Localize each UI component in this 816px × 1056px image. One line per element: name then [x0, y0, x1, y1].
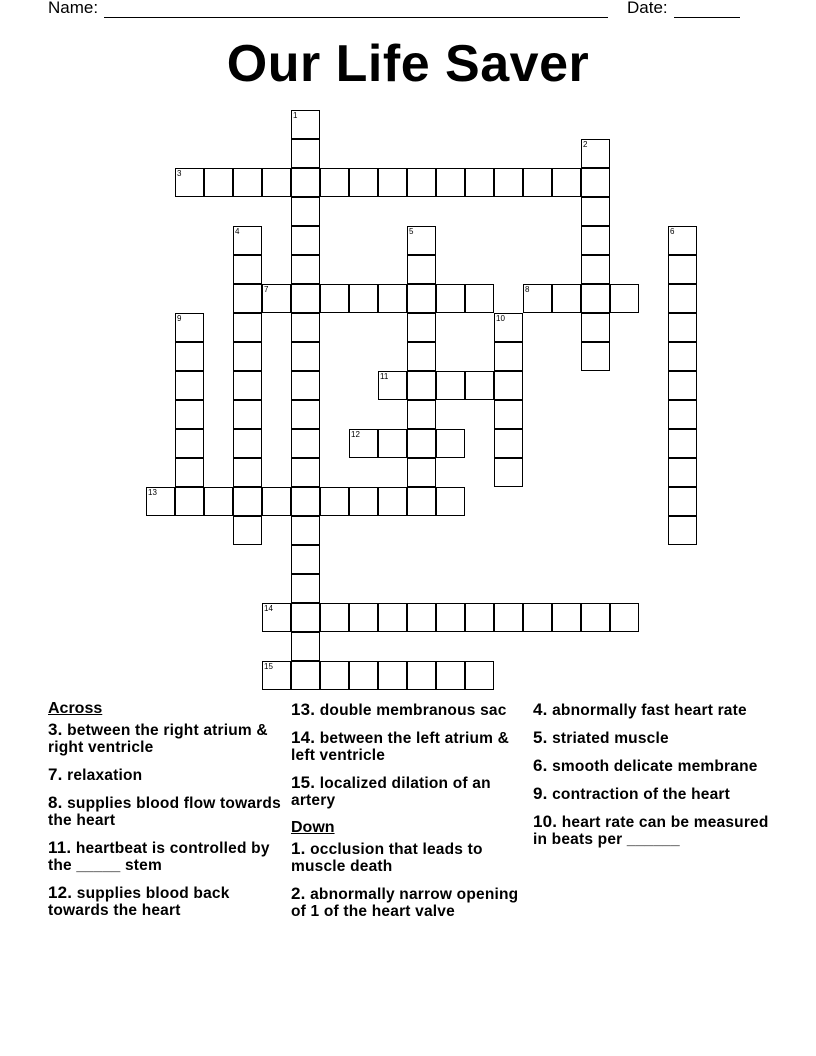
grid-cell[interactable] — [581, 603, 610, 632]
grid-cell[interactable] — [349, 168, 378, 197]
grid-cell[interactable] — [175, 342, 204, 371]
grid-cell[interactable] — [175, 400, 204, 429]
grid-cell[interactable] — [146, 487, 175, 516]
grid-cell[interactable] — [233, 487, 262, 516]
grid-cell[interactable] — [262, 603, 291, 632]
grid-cell[interactable] — [465, 284, 494, 313]
grid-cell[interactable] — [175, 313, 204, 342]
clue-number: 4 — [235, 227, 240, 236]
grid-cell[interactable] — [291, 632, 320, 661]
grid-cell[interactable] — [349, 661, 378, 690]
clue-number: 10 — [496, 314, 505, 323]
clues-column-1 — [48, 700, 288, 929]
clue-across-7: 7. relaxation — [48, 765, 143, 784]
grid-cell[interactable] — [668, 487, 697, 516]
grid-cell[interactable] — [175, 429, 204, 458]
grid-cell[interactable] — [378, 661, 407, 690]
grid-cell[interactable] — [436, 661, 465, 690]
grid-cell[interactable] — [320, 603, 349, 632]
grid-cell[interactable] — [552, 284, 581, 313]
clue-number: 2 — [583, 140, 588, 149]
grid-cell[interactable] — [407, 342, 436, 371]
grid-cell[interactable] — [581, 284, 610, 313]
grid-cell[interactable] — [378, 429, 407, 458]
grid-cell[interactable] — [668, 429, 697, 458]
grid-cell[interactable] — [291, 603, 320, 632]
grid-cell[interactable] — [262, 661, 291, 690]
clue-number: 9 — [177, 314, 182, 323]
grid-cell[interactable] — [320, 487, 349, 516]
grid-cell[interactable] — [552, 603, 581, 632]
grid-cell[interactable] — [233, 168, 262, 197]
grid-cell[interactable] — [465, 168, 494, 197]
date-label: Date: — [627, 0, 668, 17]
clue-down-1: 1. occlusion that leads to muscle death — [291, 839, 483, 875]
grid-cell[interactable] — [233, 226, 262, 255]
grid-cell[interactable] — [291, 400, 320, 429]
grid-cell[interactable] — [436, 487, 465, 516]
grid-cell[interactable] — [668, 371, 697, 400]
clue-across-11: 11. heartbeat is controlled by the _____ stem — [48, 838, 270, 874]
grid-cell[interactable] — [494, 429, 523, 458]
clue-across-3: 3. between the right atrium & right ventricle — [48, 720, 268, 756]
grid-cell[interactable] — [320, 661, 349, 690]
grid-cell[interactable] — [233, 400, 262, 429]
clue-down-9: 9. contraction of the heart — [533, 784, 730, 803]
grid-cell[interactable] — [494, 168, 523, 197]
grid-cell[interactable] — [291, 255, 320, 284]
grid-cell[interactable] — [291, 197, 320, 226]
grid-cell[interactable] — [523, 603, 552, 632]
grid-cell[interactable] — [494, 313, 523, 342]
grid-cell[interactable] — [668, 255, 697, 284]
clue-number: 7 — [264, 285, 269, 294]
grid-cell[interactable] — [262, 284, 291, 313]
grid-cell[interactable] — [668, 313, 697, 342]
grid-cell[interactable] — [378, 284, 407, 313]
grid-cell[interactable] — [407, 400, 436, 429]
grid-cell[interactable] — [668, 400, 697, 429]
name-label: Name: — [48, 0, 99, 17]
grid-cell[interactable] — [291, 139, 320, 168]
grid-cell[interactable] — [494, 458, 523, 487]
clue-number: 6 — [670, 227, 675, 236]
grid-cell[interactable] — [407, 458, 436, 487]
grid-cell[interactable] — [291, 661, 320, 690]
grid-cell[interactable] — [378, 371, 407, 400]
grid-cell[interactable] — [291, 371, 320, 400]
grid-cell[interactable] — [291, 574, 320, 603]
clues-column-2 — [291, 701, 531, 930]
grid-cell[interactable] — [233, 458, 262, 487]
grid-cell[interactable] — [407, 284, 436, 313]
clue-down-6: 6. smooth delicate membrane — [533, 756, 758, 775]
clue-down-10: 10. heart rate can be measured in beats per ______ — [533, 812, 769, 848]
clue-across-15: 15. localized dilation of an artery — [291, 773, 491, 809]
grid-cell[interactable] — [465, 661, 494, 690]
grid-cell[interactable] — [349, 429, 378, 458]
grid-cell[interactable] — [320, 168, 349, 197]
grid-cell[interactable] — [291, 429, 320, 458]
grid-cell[interactable] — [291, 516, 320, 545]
grid-cell[interactable] — [407, 603, 436, 632]
grid-cell[interactable] — [378, 168, 407, 197]
grid-cell[interactable] — [378, 487, 407, 516]
grid-cell[interactable] — [262, 487, 291, 516]
clue-number: 13 — [148, 488, 157, 497]
clue-down-2: 2. abnormally narrow opening of 1 of the heart valve — [291, 884, 519, 920]
grid-cell[interactable] — [581, 313, 610, 342]
grid-cell[interactable] — [552, 168, 581, 197]
grid-cell[interactable] — [175, 371, 204, 400]
grid-cell[interactable] — [407, 429, 436, 458]
grid-cell[interactable] — [291, 313, 320, 342]
grid-cell[interactable] — [291, 545, 320, 574]
grid-cell[interactable] — [436, 429, 465, 458]
grid-cell[interactable] — [291, 110, 320, 139]
grid-cell[interactable] — [523, 284, 552, 313]
clue-number: 1 — [293, 111, 298, 120]
grid-cell[interactable] — [668, 342, 697, 371]
grid-cell[interactable] — [262, 168, 291, 197]
grid-cell[interactable] — [494, 400, 523, 429]
grid-cell[interactable] — [291, 226, 320, 255]
grid-cell[interactable] — [175, 458, 204, 487]
clue-number: 11 — [380, 372, 389, 381]
clue-across-12: 12. supplies blood back towards the heart — [48, 883, 230, 919]
grid-cell[interactable] — [349, 603, 378, 632]
grid-cell[interactable] — [291, 168, 320, 197]
grid-cell[interactable] — [233, 313, 262, 342]
grid-cell[interactable] — [291, 458, 320, 487]
grid-cell[interactable] — [465, 371, 494, 400]
across-heading: Across — [48, 700, 103, 717]
grid-cell[interactable] — [204, 168, 233, 197]
grid-cell[interactable] — [233, 516, 262, 545]
grid-cell[interactable] — [436, 284, 465, 313]
grid-cell[interactable] — [291, 284, 320, 313]
grid-cell[interactable] — [175, 487, 204, 516]
grid-cell[interactable] — [581, 255, 610, 284]
grid-cell[interactable] — [378, 603, 407, 632]
clue-number: 8 — [525, 285, 530, 294]
grid-cell[interactable] — [436, 371, 465, 400]
clue-number: 12 — [351, 430, 360, 439]
grid-cell[interactable] — [407, 661, 436, 690]
grid-cell[interactable] — [668, 226, 697, 255]
clue-down-5: 5. striated muscle — [533, 728, 669, 747]
grid-cell[interactable] — [581, 139, 610, 168]
grid-cell[interactable] — [465, 603, 494, 632]
grid-cell[interactable] — [668, 458, 697, 487]
clue-across-14: 14. between the left atrium & left ventricle — [291, 728, 510, 764]
grid-cell[interactable] — [581, 226, 610, 255]
grid-cell[interactable] — [407, 487, 436, 516]
clue-number: 15 — [264, 662, 273, 671]
grid-cell[interactable] — [436, 603, 465, 632]
grid-cell[interactable] — [349, 487, 378, 516]
grid-cell[interactable] — [291, 487, 320, 516]
down-heading: Down — [291, 819, 335, 836]
grid-cell[interactable] — [581, 168, 610, 197]
grid-cell[interactable] — [233, 371, 262, 400]
grid-cell[interactable] — [407, 226, 436, 255]
grid-cell[interactable] — [407, 313, 436, 342]
grid-cell[interactable] — [668, 516, 697, 545]
grid-cell[interactable] — [494, 603, 523, 632]
grid-cell[interactable] — [494, 371, 523, 400]
grid-cell[interactable] — [233, 255, 262, 284]
clue-number: 5 — [409, 227, 414, 236]
clue-down-4: 4. abnormally fast heart rate — [533, 700, 747, 719]
grid-cell[interactable] — [175, 168, 204, 197]
grid-cell[interactable] — [204, 487, 233, 516]
clue-across-13: 13. double membranous sac — [291, 700, 507, 719]
grid-cell[interactable] — [407, 168, 436, 197]
grid-cell[interactable] — [436, 168, 465, 197]
grid-cell[interactable] — [233, 284, 262, 313]
grid-cell[interactable] — [233, 429, 262, 458]
clue-number: 3 — [177, 169, 182, 178]
grid-cell[interactable] — [233, 342, 262, 371]
grid-cell[interactable] — [494, 342, 523, 371]
clue-across-8: 8. supplies blood flow towards the heart — [48, 793, 281, 829]
grid-cell[interactable] — [610, 284, 639, 313]
grid-cell[interactable] — [349, 284, 378, 313]
grid-cell[interactable] — [320, 284, 349, 313]
grid-cell[interactable] — [610, 603, 639, 632]
grid-cell[interactable] — [581, 197, 610, 226]
grid-cell[interactable] — [407, 255, 436, 284]
grid-cell[interactable] — [668, 284, 697, 313]
grid-cell[interactable] — [581, 342, 610, 371]
grid-cell[interactable] — [291, 342, 320, 371]
page-title: Our Life Saver — [226, 35, 590, 93]
clue-number: 14 — [264, 604, 273, 613]
clues-column-3 — [533, 701, 773, 858]
grid-cell[interactable] — [523, 168, 552, 197]
grid-cell[interactable] — [407, 371, 436, 400]
